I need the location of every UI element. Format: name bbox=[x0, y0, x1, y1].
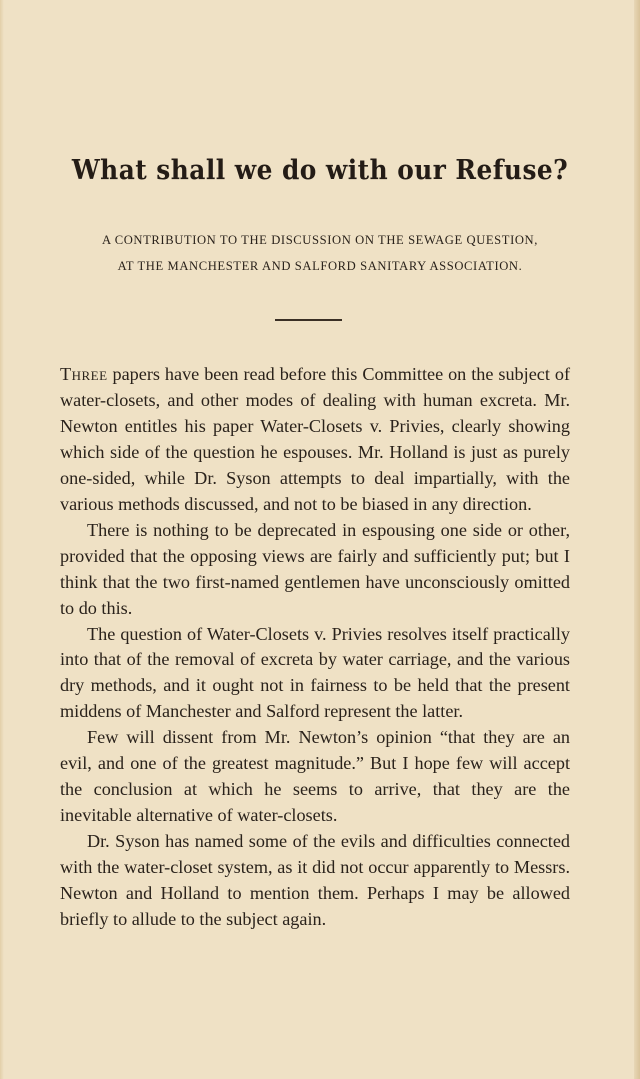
paragraph-2: There is nothing to be deprecated in espousing one side or other, provided that the opposing views are fairly and sufficiently put; but I think that the two first-named gentlemen have unconsciously omitted to do this. bbox=[60, 519, 570, 618]
subtitle-line-2: AT THE MANCHESTER AND SALFORD SANITARY ASSOCIATION. bbox=[117, 259, 523, 273]
paragraph-3: The question of Water-Closets v. Privies resolves itself practically into that of the removal of excreta by water carriage, and the various dry methods, and it ought not in fairness to be held that the present middens of Manchester and Salford represent the latter. bbox=[60, 623, 570, 722]
paragraph-5: Dr. Syson has named some of the evils and difficulties connected with the water-closet system, as it did not occur apparently to Messrs. Newton and Holland to mention them. Perhaps I may be allowed briefly to allude to the subject again. bbox=[60, 831, 570, 930]
paragraph-1-text: papers have been read before this Committee on the subject of water-closets, and other modes of dealing with human excreta. Mr. Newton entitles his paper Water-Closets v. Privies, clearly showing which side of the question he espouses. Mr. Holland is just as purely one-sided, while Dr. Syson attempts to deal impartially, with the various methods discussed, and not to be biased in any direction. bbox=[60, 364, 570, 514]
page-edge-right bbox=[634, 0, 640, 1079]
paragraph-1-lead: Three bbox=[60, 364, 108, 384]
body-text bbox=[60, 362, 570, 933]
page-edge-left bbox=[0, 0, 4, 1079]
page-title: What shall we do with our Refuse? bbox=[71, 155, 569, 186]
section-divider bbox=[275, 319, 342, 321]
paragraph-1 bbox=[60, 362, 570, 518]
paragraph-4: Few will dissent from Mr. Newton’s opinion “that they are an evil, and one of the greatest magnitude.” But I hope few will accept the conclusion at which he seems to arrive, that they are the inevitable alternative of water-closets. bbox=[60, 727, 570, 826]
subtitle-line-1: A CONTRIBUTION TO THE DISCUSSION ON THE SEWAGE QUESTION, bbox=[101, 233, 539, 247]
